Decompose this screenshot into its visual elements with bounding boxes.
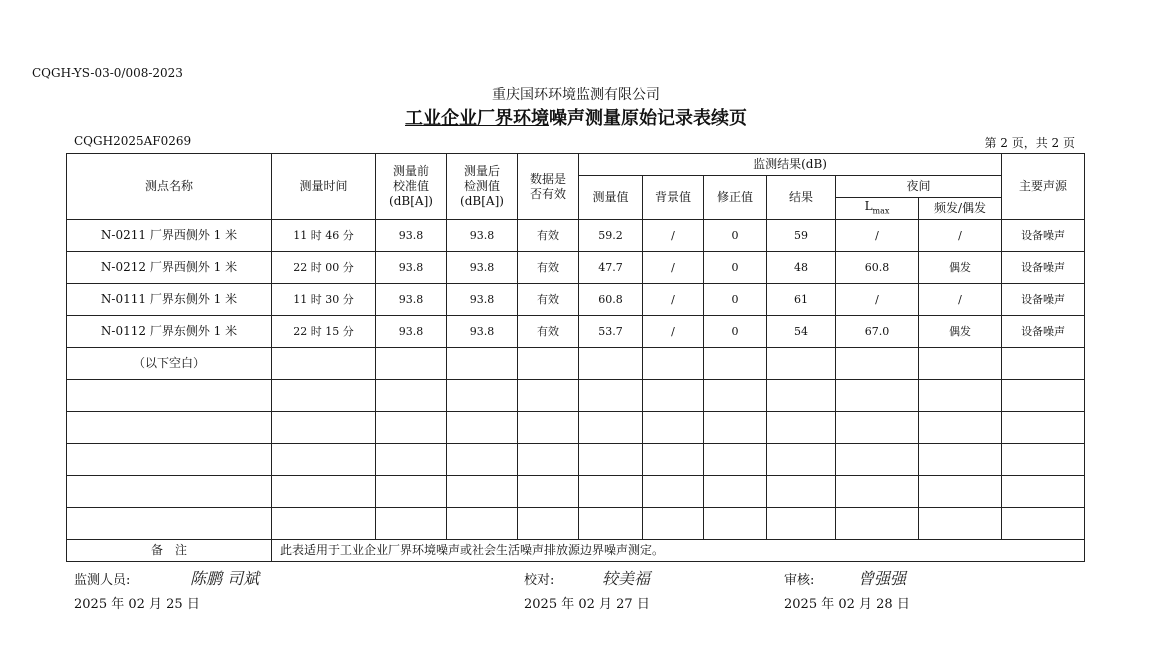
cell-lmax: /: [836, 220, 919, 252]
cell-source: [1002, 348, 1085, 380]
cell-time: [272, 476, 376, 508]
page-title: [0, 104, 1152, 130]
cell-measured: [579, 476, 643, 508]
cell-measured: [579, 380, 643, 412]
cell-time: [272, 348, 376, 380]
cell-measured: [579, 508, 643, 540]
cell-frequency: 偶发: [919, 252, 1002, 284]
cell-pre-calibration: [376, 348, 447, 380]
cell-result: [767, 412, 836, 444]
cell-post-calibration: [447, 380, 518, 412]
title-underlined: 工业企业厂界环境: [405, 108, 549, 129]
cell-measured: 60.8: [579, 284, 643, 316]
cell-pre-calibration: [376, 412, 447, 444]
cell-valid: [518, 412, 579, 444]
cell-result: [767, 380, 836, 412]
cell-post-calibration: [447, 412, 518, 444]
cell-result: [767, 508, 836, 540]
cell-point: [67, 444, 272, 476]
cell-measured: [579, 412, 643, 444]
table-row: [67, 508, 1085, 540]
cell-post-calibration: 93.8: [447, 252, 518, 284]
cell-result: 48: [767, 252, 836, 284]
header-post-cal-line1: 测量后: [463, 164, 500, 178]
lmax-base: L: [864, 198, 873, 213]
cell-post-calibration: 93.8: [447, 220, 518, 252]
cell-pre-calibration: [376, 380, 447, 412]
check-signature: 较美福: [602, 569, 651, 588]
cell-correction: 0: [704, 284, 767, 316]
monitor-signature: 陈鹏 司斌: [190, 569, 260, 588]
table-row: [67, 476, 1085, 508]
cell-point: [67, 508, 272, 540]
cell-pre-calibration: 93.8: [376, 252, 447, 284]
cell-lmax: [836, 348, 919, 380]
cell-time: 11 时 46 分: [272, 220, 376, 252]
cell-source: [1002, 444, 1085, 476]
header-correction: 修正值: [704, 176, 767, 220]
cell-time: [272, 380, 376, 412]
cell-post-calibration: [447, 348, 518, 380]
table-row: [67, 284, 1085, 316]
cell-post-calibration: 93.8: [447, 316, 518, 348]
monitor-date: 2025 年 02 月 25 日: [74, 597, 200, 612]
title-rest: 噪声测量原始记录表续页: [549, 108, 747, 129]
monitor-label: 监测人员:: [74, 573, 131, 588]
header-main-source: 主要声源: [1002, 154, 1085, 220]
cell-frequency: [919, 444, 1002, 476]
header-point-name: 测点名称: [67, 154, 272, 220]
cell-source: [1002, 476, 1085, 508]
header-background: 背景值: [643, 176, 704, 220]
record-number: CQGH2025AF0269: [74, 134, 192, 148]
cell-source: [1002, 412, 1085, 444]
cell-source: [1002, 380, 1085, 412]
cell-background: /: [643, 284, 704, 316]
cell-post-calibration: [447, 508, 518, 540]
cell-pre-calibration: [376, 444, 447, 476]
cell-measured: 47.7: [579, 252, 643, 284]
cell-pre-calibration: [376, 476, 447, 508]
cell-result: 61: [767, 284, 836, 316]
header-night: 夜间: [836, 176, 1002, 198]
cell-source: 设备噪声: [1002, 284, 1085, 316]
cell-correction: 0: [704, 316, 767, 348]
cell-point: N-0111 厂界东侧外 1 米: [67, 284, 272, 316]
cell-valid: [518, 508, 579, 540]
cell-lmax: /: [836, 284, 919, 316]
cell-correction: [704, 508, 767, 540]
cell-background: /: [643, 252, 704, 284]
noise-record-table: [66, 153, 1085, 562]
header-valid-line1: 数据是: [529, 171, 566, 186]
cell-lmax: 67.0: [836, 316, 919, 348]
cell-frequency: /: [919, 284, 1002, 316]
cell-post-calibration: [447, 476, 518, 508]
header-post-cal-line3: (dB[A]): [460, 194, 504, 208]
cell-point: N-0112 厂界东侧外 1 米: [67, 316, 272, 348]
header-pre-cal-line1: 测量前: [392, 164, 429, 178]
cell-frequency: /: [919, 220, 1002, 252]
cell-point: [67, 476, 272, 508]
header-lmax: [836, 198, 919, 220]
cell-time: 11 时 30 分: [272, 284, 376, 316]
cell-correction: [704, 444, 767, 476]
cell-frequency: [919, 380, 1002, 412]
lmax-sub: max: [872, 206, 890, 216]
header-monitoring-results: 监测结果(dB): [579, 154, 1002, 176]
header-frequency: 频发/偶发: [919, 198, 1002, 220]
cell-background: /: [643, 220, 704, 252]
cell-valid: [518, 348, 579, 380]
cell-point: （以下空白）: [67, 348, 272, 380]
cell-point: [67, 412, 272, 444]
table-row: [67, 412, 1085, 444]
cell-valid: [518, 476, 579, 508]
cell-background: /: [643, 316, 704, 348]
cell-time: 22 时 00 分: [272, 252, 376, 284]
cell-measured: 59.2: [579, 220, 643, 252]
cell-valid: 有效: [518, 220, 579, 252]
table-row: [67, 316, 1085, 348]
cell-correction: 0: [704, 252, 767, 284]
cell-correction: [704, 380, 767, 412]
cell-background: [643, 508, 704, 540]
cell-valid: [518, 444, 579, 476]
header-pre-cal-line3: (dB[A]): [389, 194, 433, 208]
cell-frequency: [919, 412, 1002, 444]
remark-label: 备 注: [67, 540, 272, 562]
cell-valid: 有效: [518, 316, 579, 348]
cell-lmax: [836, 444, 919, 476]
table-row: [67, 220, 1085, 252]
cell-valid: 有效: [518, 252, 579, 284]
cell-correction: [704, 348, 767, 380]
cell-background: [643, 380, 704, 412]
cell-point: N-0211 厂界西侧外 1 米: [67, 220, 272, 252]
header-data-valid: [518, 154, 579, 220]
header-post-cal-line2: 检测值: [463, 179, 500, 193]
cell-lmax: 60.8: [836, 252, 919, 284]
header-post-calibration: [447, 154, 518, 220]
cell-source: [1002, 508, 1085, 540]
cell-background: [643, 444, 704, 476]
cell-correction: 0: [704, 220, 767, 252]
review-label: 审核:: [784, 573, 815, 588]
cell-correction: [704, 412, 767, 444]
cell-measured: [579, 444, 643, 476]
cell-frequency: [919, 348, 1002, 380]
cell-background: [643, 412, 704, 444]
cell-post-calibration: [447, 444, 518, 476]
cell-result: [767, 348, 836, 380]
cell-frequency: [919, 476, 1002, 508]
table-row: [67, 252, 1085, 284]
table-row: [67, 348, 1085, 380]
cell-point: [67, 380, 272, 412]
cell-point: N-0212 厂界西侧外 1 米: [67, 252, 272, 284]
cell-background: [643, 348, 704, 380]
cell-result: 59: [767, 220, 836, 252]
cell-post-calibration: 93.8: [447, 284, 518, 316]
header-time: 测量时间: [272, 154, 376, 220]
cell-source: 设备噪声: [1002, 316, 1085, 348]
table-row: [67, 444, 1085, 476]
header-result: 结果: [767, 176, 836, 220]
cell-pre-calibration: 93.8: [376, 316, 447, 348]
cell-lmax: [836, 412, 919, 444]
document-code: CQGH-YS-03-0/008-2023: [32, 66, 183, 80]
cell-frequency: [919, 508, 1002, 540]
remark-text: 此表适用于工业企业厂界环境噪声或社会生活噪声排放源边界噪声测定。: [272, 540, 1085, 562]
cell-source: 设备噪声: [1002, 252, 1085, 284]
table-row: [67, 380, 1085, 412]
company-name: 重庆国环环境监测有限公司: [492, 87, 660, 103]
cell-lmax: [836, 508, 919, 540]
cell-time: [272, 508, 376, 540]
cell-background: [643, 476, 704, 508]
cell-valid: [518, 380, 579, 412]
cell-result: [767, 444, 836, 476]
header-pre-cal-line2: 校准值: [392, 179, 429, 193]
cell-result: 54: [767, 316, 836, 348]
header-pre-calibration: [376, 154, 447, 220]
header-valid-line2: 否有效: [529, 186, 566, 201]
check-date: 2025 年 02 月 27 日: [524, 597, 650, 612]
cell-pre-calibration: 93.8: [376, 220, 447, 252]
check-label: 校对:: [524, 573, 555, 588]
cell-time: 22 时 15 分: [272, 316, 376, 348]
cell-source: 设备噪声: [1002, 220, 1085, 252]
header-measured: 测量值: [579, 176, 643, 220]
page-info: 第 2 页，共 2 页: [984, 136, 1075, 150]
cell-result: [767, 476, 836, 508]
cell-pre-calibration: 93.8: [376, 284, 447, 316]
cell-measured: [579, 348, 643, 380]
cell-frequency: 偶发: [919, 316, 1002, 348]
cell-lmax: [836, 380, 919, 412]
review-date: 2025 年 02 月 28 日: [784, 597, 910, 612]
cell-time: [272, 444, 376, 476]
review-signature: 曾强强: [858, 569, 907, 588]
cell-valid: 有效: [518, 284, 579, 316]
cell-lmax: [836, 476, 919, 508]
cell-correction: [704, 476, 767, 508]
cell-time: [272, 412, 376, 444]
cell-measured: 53.7: [579, 316, 643, 348]
cell-pre-calibration: [376, 508, 447, 540]
